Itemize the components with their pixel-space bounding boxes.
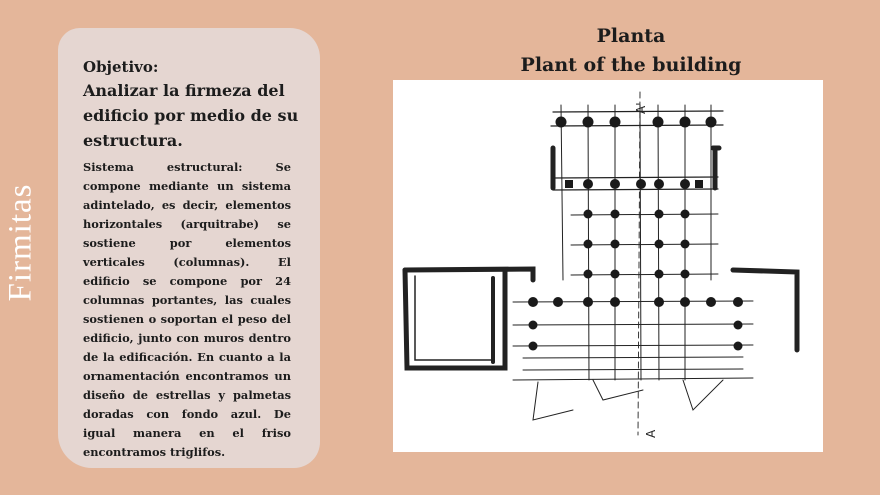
objective-label: Objetivo: — [83, 58, 159, 76]
plan-title — [500, 22, 762, 80]
plan-title-es: Planta — [596, 25, 666, 47]
objective-text: Analizar la firmeza del edificio por medio de su estructura. — [83, 81, 299, 150]
structural-description: Sistema estructural: Se compone mediante un sistema adintelado, es decir, elementos horizontales (arquitrabe) se sostiene por elementos verticales (columnas). El edificio se compone por 24 columnas portantes, las cuales sostienen o soportan el peso del edificio, junto con muros dentro de la edificación. En cuanto a la ornamentación encontramos un diseño de estrellas y palmetas doradas con fondo azul. De igual manera en el friso encontramos triglifos. — [83, 160, 291, 459]
section-marker-top: A' — [634, 102, 648, 114]
side-title: Firmitas — [2, 183, 39, 302]
floor-plan-drawing — [393, 80, 823, 452]
plan-title-en: Plant of the building — [520, 54, 742, 76]
section-marker-bottom: A — [644, 429, 658, 438]
floor-plan-sketch — [393, 80, 823, 452]
